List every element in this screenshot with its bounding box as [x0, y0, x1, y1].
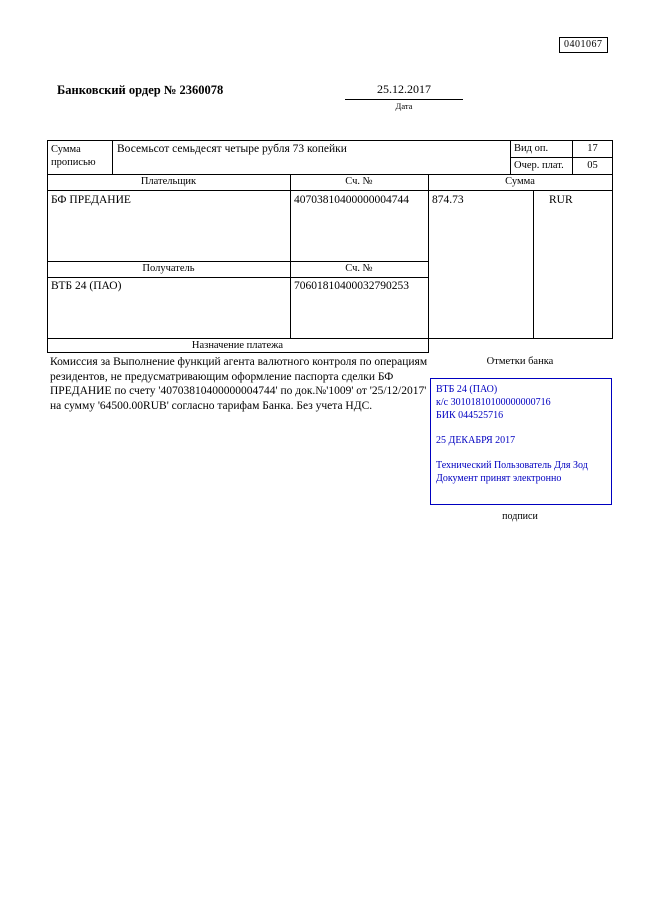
amount-words-value: Восемьсот семьдесят четыре рубля 73 копейки [117, 143, 347, 155]
form-code: 0401067 [564, 39, 603, 50]
grid-line [47, 261, 429, 262]
bank-stamp [430, 378, 612, 505]
grid-line [47, 174, 613, 175]
stamp-bik: БИК 044525716 [436, 410, 504, 421]
op-type-label: Вид оп. [514, 143, 549, 154]
payment-priority-label: Очер. плат. [514, 160, 564, 171]
grid-line [510, 157, 613, 158]
stamp-status: Документ принят электронно [436, 473, 562, 484]
form-code-box [559, 37, 608, 53]
grid-line [47, 352, 429, 353]
recipient-account-header: Сч. № [345, 263, 373, 274]
grid-line [112, 140, 113, 174]
signatures-label: подписи [502, 511, 538, 522]
stamp-operator: Технический Пользователь Для Зод [436, 460, 588, 471]
bank-marks-header: Отметки банка [486, 356, 554, 367]
payer-name: БФ ПРЕДАНИЕ [51, 194, 131, 206]
grid-line [47, 338, 613, 339]
grid-line [290, 174, 291, 338]
stamp-spacer [436, 422, 606, 434]
purpose-text: Комиссия за Выполнение функций агента валютного контроля по операциям резидентов, не предусматривающим оформление паспорта сделки БФ ПРЕДАНИЕ по счету '40703810400000004744' по док.№'1009' от '25/12/2017' на сумму '64500.00RUB' согласно тарифам Банка. Без учета НДС. [50, 356, 428, 412]
payment-priority-value: 05 [587, 160, 598, 171]
recipient-name: ВТБ 24 (ПАО) [51, 280, 122, 292]
op-type-value: 17 [587, 143, 598, 154]
grid-line [47, 277, 429, 278]
amount-header: Сумма [505, 176, 535, 187]
amount-words-label: Сумма прописью [51, 144, 96, 168]
page-title: Банковский ордер № 2360078 [57, 83, 224, 97]
grid-line [47, 140, 613, 141]
date-block [345, 82, 463, 111]
grid-line [47, 190, 613, 191]
payer-account: 40703810400000004744 [294, 194, 409, 206]
grid-line [428, 174, 429, 353]
stamp-corr-account: к/с 30101810100000000716 [436, 397, 551, 408]
date-label: Дата [395, 101, 413, 111]
amount-currency: RUR [549, 194, 573, 206]
stamp-bank-name: ВТБ 24 (ПАО) [436, 384, 498, 395]
purpose-header: Назначение платежа [191, 340, 284, 351]
stamp-spacer [436, 447, 606, 459]
grid-line [533, 190, 534, 338]
recipient-account: 70601810400032790253 [294, 280, 409, 292]
stamp-date: 25 ДЕКАБРЯ 2017 [436, 435, 516, 446]
recipient-header: Получатель [142, 263, 195, 274]
grid-line [47, 140, 48, 353]
date-value: 25.12.2017 [345, 82, 463, 100]
grid-line [612, 140, 613, 339]
payer-header: Плательщик [140, 176, 197, 187]
grid-line [510, 140, 511, 174]
payer-account-header: Сч. № [345, 176, 373, 187]
amount-value: 874.73 [432, 194, 464, 206]
